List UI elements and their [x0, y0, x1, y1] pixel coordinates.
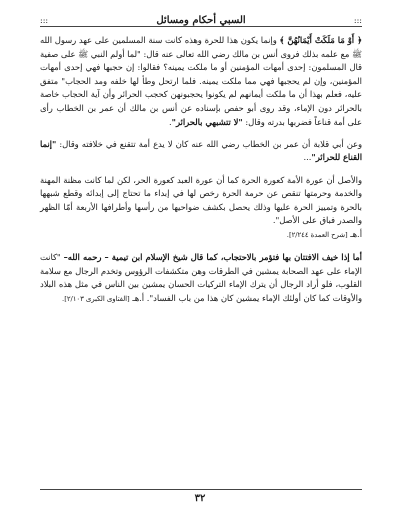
- paragraph-4-reference: [الفتاوى الكبرى ٢/١٠٣].: [62, 294, 130, 303]
- header-divider: [40, 26, 362, 27]
- quran-verse: ﴿ أَوْ مَا مَلَكَتْ أَيْمَانُهُنَّ ﴾: [279, 35, 362, 45]
- paragraph-4-ref-prefix: أ.هـ: [129, 292, 145, 303]
- paragraph-1: [40, 34, 362, 129]
- page-body: [40, 34, 362, 306]
- header-title: السبي أحكام ومسائل: [156, 14, 246, 26]
- paragraph-gap: [40, 165, 362, 174]
- paragraph-3: [40, 174, 362, 243]
- paragraph-2-text: وعن أبي قلابة أن عمر بن الخطاب رضي الله عنه كان لا يدع أمة تتقنع في خلافته وقال:: [56, 138, 362, 149]
- umar-quote: "لا تتشبهي بالحرائر": [171, 116, 243, 127]
- paragraph-1-end: .: [168, 116, 172, 127]
- paragraph-4-heading: أما إذا خيف الافتتان بها فتؤمر بالاحتجاب، كما قال شيخ الإسلام ابن تيمية – رحمه الله–: [63, 252, 362, 263]
- qina-quote: "إنما القناع للحرائر": [40, 138, 362, 163]
- paragraph-3-text: والأصل أن عورة الأمة كعورة الحرة كما أن عورة العبد كعورة الحر، لكن لما كانت مظنة المهنة والخدمة وحرمتها تنقص عن حرمة الحرة رخص لها في إبداء ما تحتاج إلى إبدائه وقطع شبهها بالحرة وتمييز الحرة عليها وذلك يحصل بكشف ضواحيها من رأسها وأطرافها الأربعة أمّا الظهر والصدر فباق على الأصل".: [40, 174, 362, 226]
- paragraph-3-reference: [شرح العمدة ٢/٢٤٤].: [286, 230, 348, 239]
- paragraph-3-ref-prefix: أ.هـ: [347, 228, 362, 239]
- paragraph-4: [40, 251, 362, 306]
- paragraph-1-text: وإنما يكون هذا للحرة وهذه كانت سنة المسلمين على عهد رسول الله ﷺ مع علمه بذلك فروى أنس بن مالك رضي الله تعالى عنه قال: "لما أولم النبي ﷺ على صفية قال المسلمون: إحدى أمهات المؤمنين أو ما ملكت يمينه؟ فقالوا: إن حجبها فهي إحدى أمهات المؤمنين، وإن لم يحجبها فهي مما ملكت يمينه. فلما ارتحل وطأ لها خلفه ومد الحجاب" متفق عليه، فعلم بهذا أن ما ملكت أيمانهم لم يكونوا يحجبونهن كحجب الحرائر وأن آية الحجاب خاصة بالحرائر دون الإماء، وقد روى أبو حفص بإسناده عن أنس بن مالك أن عمر بن الخطاب رأى على أمة قناعاً فضربها بدرته وقال:: [40, 35, 362, 127]
- paragraph-2: [40, 138, 362, 165]
- paragraph-2-end: ...: [303, 152, 312, 163]
- paragraph-gap: [40, 243, 362, 252]
- footer-divider: [40, 489, 362, 490]
- header-ornament-left: :::: [40, 15, 49, 25]
- paragraph-gap: [40, 129, 362, 138]
- header-ornament-right: :::: [353, 15, 362, 25]
- page-number: ٣٢: [194, 493, 206, 504]
- paragraph-4-text: "كانت الإماء على عهد الصحابة يمشين في الطرقات وهن متكشفات الرؤوس وتخدم الرجال مع سلامة القلوب، فلو أراد الرجال أن يترك الإماء التركيات الحسان يمشين بين الناس في مثل هذه البلاد والأوقات كما كان أولئك الإماء يمشين كان هذا من باب الفساد".: [40, 252, 362, 303]
